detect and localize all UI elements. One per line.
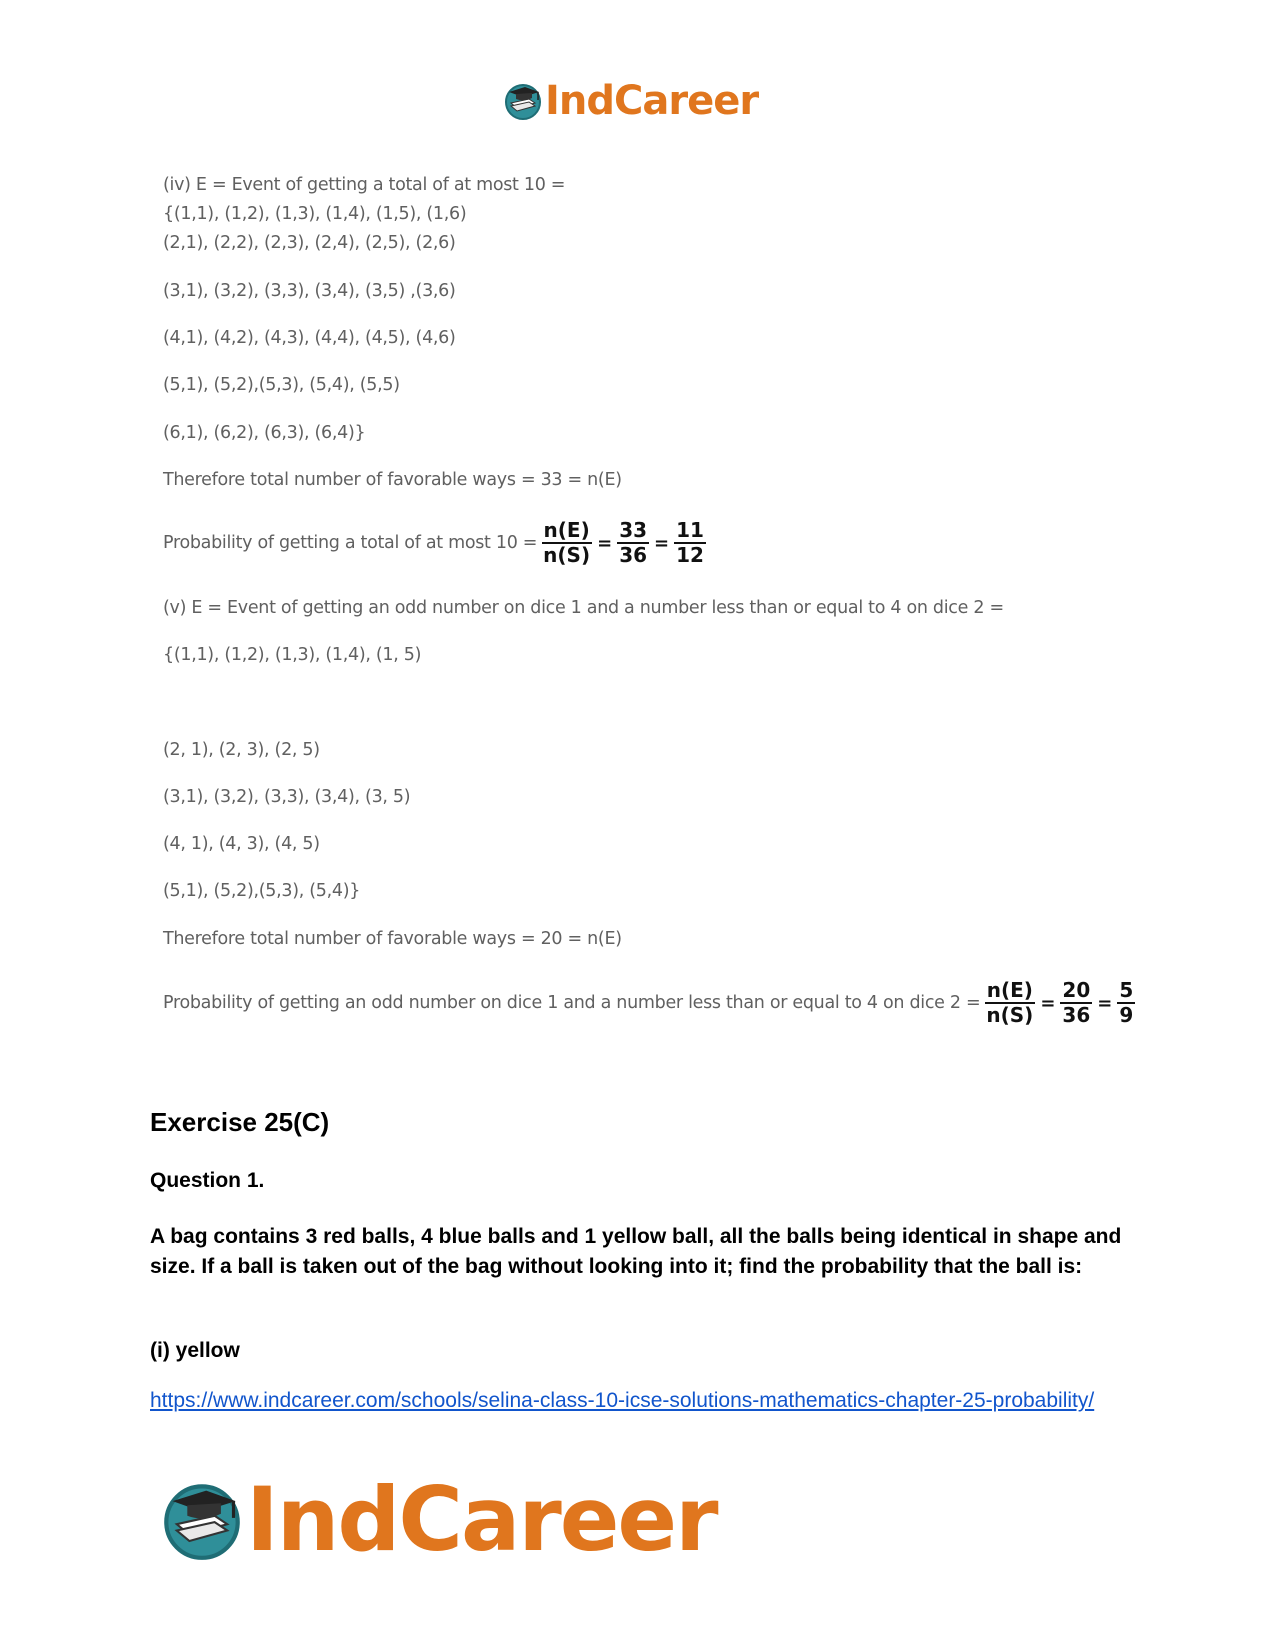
outcome-row: {(1,1), (1,2), (1,3), (1,4), (1,5), (1,6) — [163, 204, 467, 224]
fraction — [541, 519, 592, 567]
exercise-title: Exercise 25(C) — [150, 1107, 330, 1137]
fraction-denominator: n(S) — [543, 543, 591, 567]
fraction-numerator: 20 — [1062, 978, 1091, 1002]
graduation-cap-book-icon — [160, 1478, 244, 1562]
outcome-row: (3,1), (3,2), (3,3), (3,4), (3,5) ,(3,6) — [163, 281, 456, 301]
question-subpart: (i) yellow — [150, 1339, 240, 1362]
outcome-row: (4,1), (4,2), (4,3), (4,4), (4,5), (4,6) — [163, 328, 456, 348]
favorable-ways: Therefore total number of favorable ways = 20 = n(E) — [163, 929, 622, 949]
question-label: Question 1. — [150, 1169, 265, 1192]
equals-sign: = — [597, 532, 613, 554]
fraction-numerator: 11 — [676, 518, 704, 542]
part-iv-event: (iv) E = Event of getting a total of at most 10 = — [163, 175, 566, 195]
outcome-row: (2,1), (2,2), (2,3), (2,4), (2,5), (2,6) — [163, 233, 456, 253]
fraction-numerator: n(E) — [986, 978, 1033, 1002]
fraction-denominator: 36 — [619, 543, 648, 567]
fraction — [1117, 979, 1135, 1027]
fraction-denominator: 9 — [1119, 1003, 1134, 1027]
indcareer-logo — [503, 78, 758, 124]
fraction — [617, 519, 649, 567]
fraction-numerator: 5 — [1119, 978, 1134, 1002]
outcome-row: (6,1), (6,2), (6,3), (6,4)} — [163, 423, 366, 443]
equals-sign: = — [1040, 992, 1056, 1014]
probability-label: Probability of getting an odd number on dice 1 and a number less than or equal to 4 on dice 2 = — [163, 993, 981, 1013]
outcome-row: (2, 1), (2, 3), (2, 5) — [163, 740, 320, 760]
outcome-row: {(1,1), (1,2), (1,3), (1,4), (1, 5) — [163, 645, 422, 665]
equals-sign: = — [1097, 992, 1113, 1014]
probability-formula — [163, 519, 710, 567]
part-v-event: (v) E = Event of getting an odd number on dice 1 and a number less than or equal to 4 on dice 2 = — [163, 598, 1004, 618]
outcome-row: (5,1), (5,2),(5,3), (5,4), (5,5) — [163, 375, 400, 395]
outcome-row: (4, 1), (4, 3), (4, 5) — [163, 834, 320, 854]
fraction-denominator: n(S) — [986, 1003, 1034, 1027]
indcareer-logo-large — [160, 1468, 717, 1571]
fraction — [674, 519, 706, 567]
fraction-denominator: 12 — [676, 543, 704, 567]
fraction — [1060, 979, 1092, 1027]
probability-formula — [163, 979, 1139, 1027]
favorable-ways: Therefore total number of favorable ways = 33 = n(E) — [163, 470, 622, 490]
probability-label: Probability of getting a total of at most 10 = — [163, 533, 538, 553]
footer-url-link[interactable]: https://www.indcareer.com/schools/selina-class-10-icse-solutions-mathematics-chapter-25-probability/ — [150, 1389, 1095, 1412]
logo-wordmark: IndCareer — [246, 1468, 717, 1571]
fraction-numerator: 33 — [619, 518, 648, 542]
equals-sign: = — [654, 532, 670, 554]
graduation-cap-book-icon — [503, 81, 543, 121]
fraction — [984, 979, 1035, 1027]
outcome-row: (3,1), (3,2), (3,3), (3,4), (3, 5) — [163, 787, 411, 807]
fraction-numerator: n(E) — [543, 518, 590, 542]
logo-wordmark: IndCareer — [545, 78, 759, 124]
outcome-row: (5,1), (5,2),(5,3), (5,4)} — [163, 881, 361, 901]
question-text: A bag contains 3 red balls, 4 blue balls and 1 yellow ball, all the balls being identical in shape and size. If a ball is taken out of the bag without looking into it; find the probability that the ball is: — [150, 1225, 1122, 1278]
fraction-denominator: 36 — [1062, 1003, 1091, 1027]
